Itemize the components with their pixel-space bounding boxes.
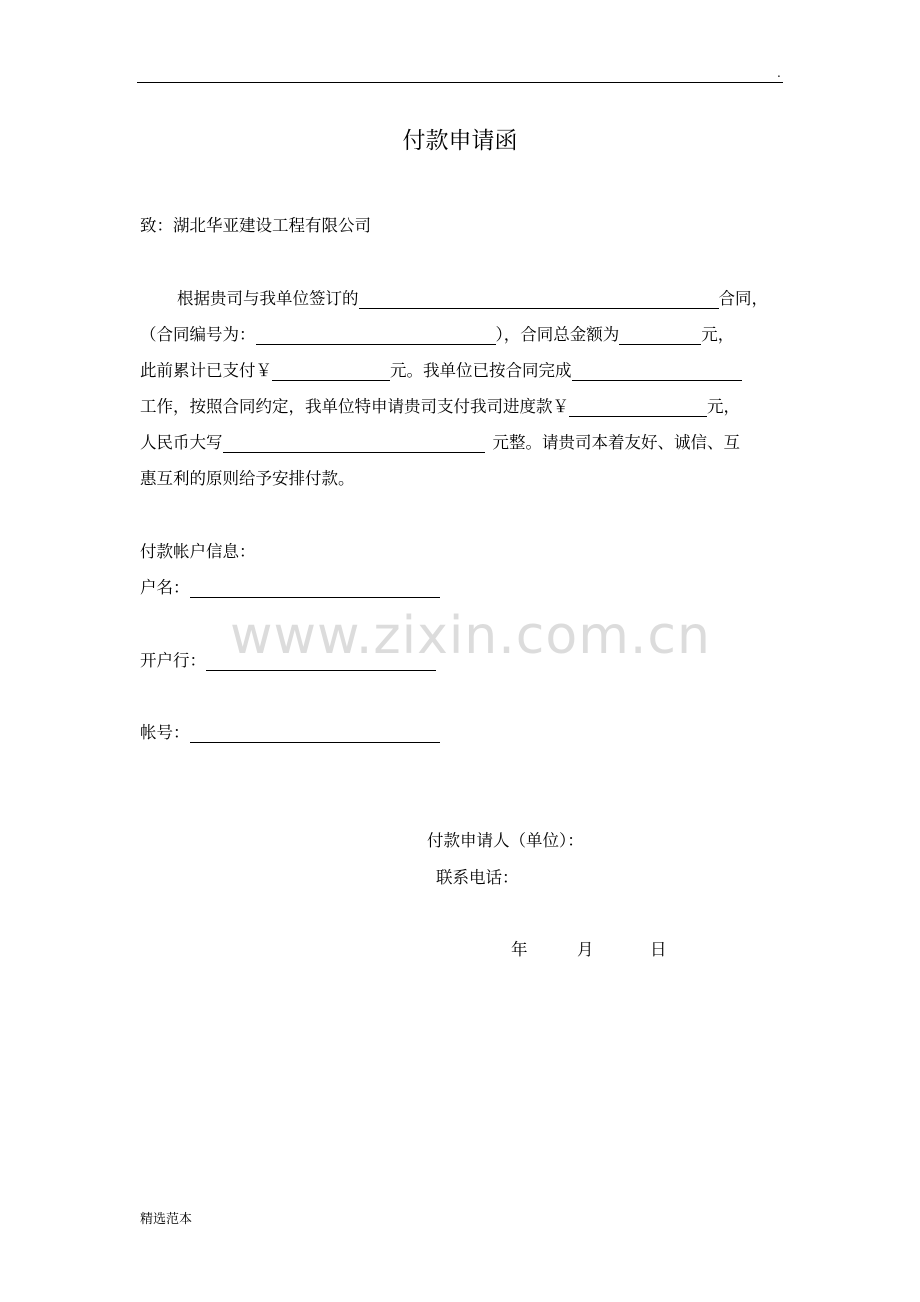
footer-label: 精选范本 — [140, 1212, 193, 1227]
body-line-5 — [140, 433, 740, 453]
body-text: （合同编号为： — [140, 325, 256, 344]
header-corner-mark: . — [777, 66, 781, 80]
document-title: 付款申请函 — [402, 128, 518, 154]
account-bank-label: 开户行： — [140, 651, 206, 670]
header-rule — [137, 82, 783, 83]
contract-name-blank — [359, 289, 719, 309]
body-text: 根据贵司与我单位签订的 — [177, 289, 359, 308]
contract-total-blank — [619, 325, 701, 345]
body-text: 元， — [701, 325, 735, 344]
body-line-2 — [140, 325, 734, 345]
account-name-label: 户名： — [140, 578, 190, 597]
account-heading: 付款帐户信息： — [140, 542, 256, 561]
date-year: 年 — [511, 940, 528, 959]
body-text: 合同， — [718, 289, 768, 308]
body-text: ），合同总金额为 — [495, 325, 620, 344]
progress-payment-blank — [569, 397, 707, 417]
body-line-4 — [140, 397, 740, 417]
body-text: 元， — [707, 397, 740, 416]
date-day: 日 — [650, 940, 667, 959]
body-text: 元。我单位已按合同完成 — [390, 361, 572, 380]
body-line-6: 惠互利的原则给予安排付款。 — [140, 469, 355, 488]
account-name-blank — [190, 578, 440, 598]
account-name-row — [140, 578, 440, 598]
paid-amount-blank — [272, 361, 390, 381]
body-line-1 — [177, 289, 768, 309]
body-line-3 — [140, 361, 742, 381]
contract-number-blank — [256, 325, 496, 345]
body-text: 工作，按照合同约定，我单位特申请贵司支付我司进度款￥ — [140, 397, 569, 416]
work-completed-blank — [572, 361, 742, 381]
body-text: 元整。请贵司本着友好、诚信、互 — [492, 433, 740, 452]
body-text: 人民币大写 — [140, 433, 223, 452]
watermark: www.zixin.com.cn — [230, 606, 711, 666]
body-text: 此前累计已支付￥ — [140, 361, 272, 380]
applicant-label: 付款申请人（单位）： — [427, 831, 584, 850]
account-number-blank — [190, 723, 440, 743]
amount-in-words-blank — [223, 433, 485, 453]
account-number-label: 帐号： — [140, 723, 190, 742]
date-month: 月 — [577, 940, 594, 959]
phone-label: 联系电话： — [436, 868, 519, 887]
recipient-line: 致：湖北华亚建设工程有限公司 — [140, 216, 371, 235]
account-number-row — [140, 723, 440, 743]
